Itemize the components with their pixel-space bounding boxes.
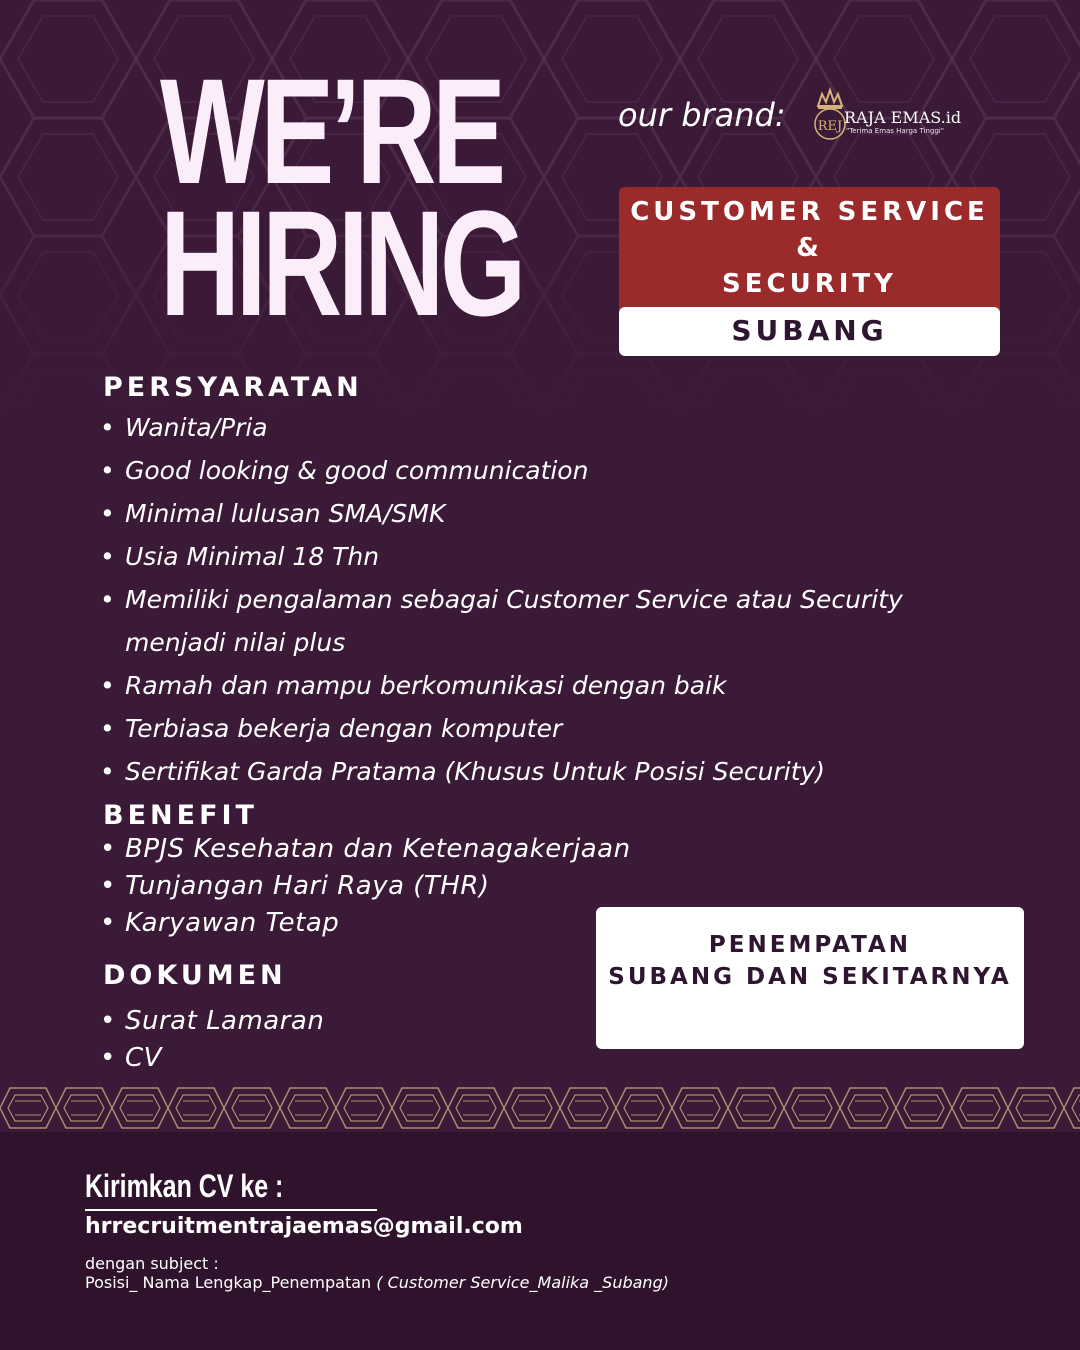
bullet-icon: • xyxy=(100,456,115,485)
list-item xyxy=(100,492,980,535)
email-address[interactable]: hrrecruitmentrajaemas@gmail.com xyxy=(85,1214,523,1239)
brand-tagline: "Terima Emas Harga Tinggi" xyxy=(846,127,944,135)
placement-line-2: SUBANG DAN SEKITARNYA xyxy=(608,964,1012,990)
bullet-icon: • xyxy=(100,834,116,864)
list-item-text: Wanita/Pria xyxy=(125,413,268,442)
subject-example-text: ( Customer Service_Malika _Subang) xyxy=(376,1273,669,1292)
list-item-text: Good looking & good communication xyxy=(125,456,589,485)
list-item-text: Surat Lamaran xyxy=(125,1006,325,1036)
list-item xyxy=(100,535,980,578)
bullet-icon: • xyxy=(100,542,115,571)
position-title-line-2: & xyxy=(796,233,823,263)
bullet-icon: • xyxy=(100,714,115,743)
bullet-icon: • xyxy=(100,757,115,786)
list-item-text: Tunjangan Hari Raya (THR) xyxy=(125,871,490,901)
placement-box xyxy=(596,907,1024,1049)
list-item xyxy=(100,406,980,449)
list-item xyxy=(100,578,980,664)
list-item-text: Minimal lulusan SMA/SMK xyxy=(125,499,446,528)
requirements-title: PERSYARATAN xyxy=(103,372,363,403)
benefits-title: BENEFIT xyxy=(103,800,258,831)
headline-line-2: HIRING xyxy=(160,179,522,347)
send-cv-label: Kirimkan CV ke : xyxy=(85,1168,284,1204)
requirements-list xyxy=(100,406,980,793)
list-item xyxy=(100,707,980,750)
list-item-text: Ramah dan mampu berkomunikasi dengan baik xyxy=(125,671,727,700)
bullet-icon: • xyxy=(100,1006,116,1036)
bullet-icon: • xyxy=(100,585,115,614)
subject-label: dengan subject : xyxy=(85,1254,219,1273)
list-item-text: CV xyxy=(125,1043,162,1073)
list-item xyxy=(100,449,980,492)
bullet-icon: • xyxy=(100,413,115,442)
list-item-text: Sertifikat Garda Pratama (Khusus Untuk Posisi Security) xyxy=(125,757,826,786)
bullet-icon: • xyxy=(100,1043,116,1073)
bullet-icon: • xyxy=(100,671,115,700)
bullet-icon: • xyxy=(100,871,116,901)
list-item xyxy=(100,1040,500,1077)
decorative-border-band xyxy=(0,1084,1080,1132)
list-item xyxy=(100,868,700,905)
position-card xyxy=(619,187,1000,356)
list-item xyxy=(100,1003,500,1040)
brand-name: RAJA EMAS.id xyxy=(844,108,962,127)
location-text: SUBANG xyxy=(731,314,888,347)
list-item-text: Memiliki pengalaman sebagai Customer Service atau Security menjadi nilai plus xyxy=(125,585,903,657)
bullet-icon: • xyxy=(100,908,116,938)
list-item-text: Karyawan Tetap xyxy=(125,908,340,938)
documents-title: DOKUMEN xyxy=(103,960,287,991)
brand-label: our brand: xyxy=(618,96,786,134)
list-item xyxy=(100,831,700,868)
list-item xyxy=(100,750,980,793)
position-title-line-3: SECURITY xyxy=(722,269,897,299)
list-item xyxy=(100,664,980,707)
position-title-line-1: CUSTOMER SERVICE xyxy=(630,197,989,227)
headline-line-1: WE’RE xyxy=(160,47,502,215)
list-item-text: BPJS Kesehatan dan Ketenagakerjaan xyxy=(125,834,631,864)
list-item-text: Usia Minimal 18 Thn xyxy=(125,542,380,571)
bullet-icon: • xyxy=(100,499,115,528)
documents-list xyxy=(100,1003,500,1077)
subject-format xyxy=(85,1273,669,1292)
location-badge xyxy=(619,307,1000,356)
brand-logo-monogram: REJ xyxy=(817,119,843,134)
placement-line-1: PENEMPATAN xyxy=(708,932,912,958)
send-cv-underline xyxy=(85,1209,377,1211)
list-item-text: Terbiasa bekerja dengan komputer xyxy=(125,714,563,743)
subject-format-text: Posisi_ Nama Lengkap_Penempatan xyxy=(85,1273,372,1292)
